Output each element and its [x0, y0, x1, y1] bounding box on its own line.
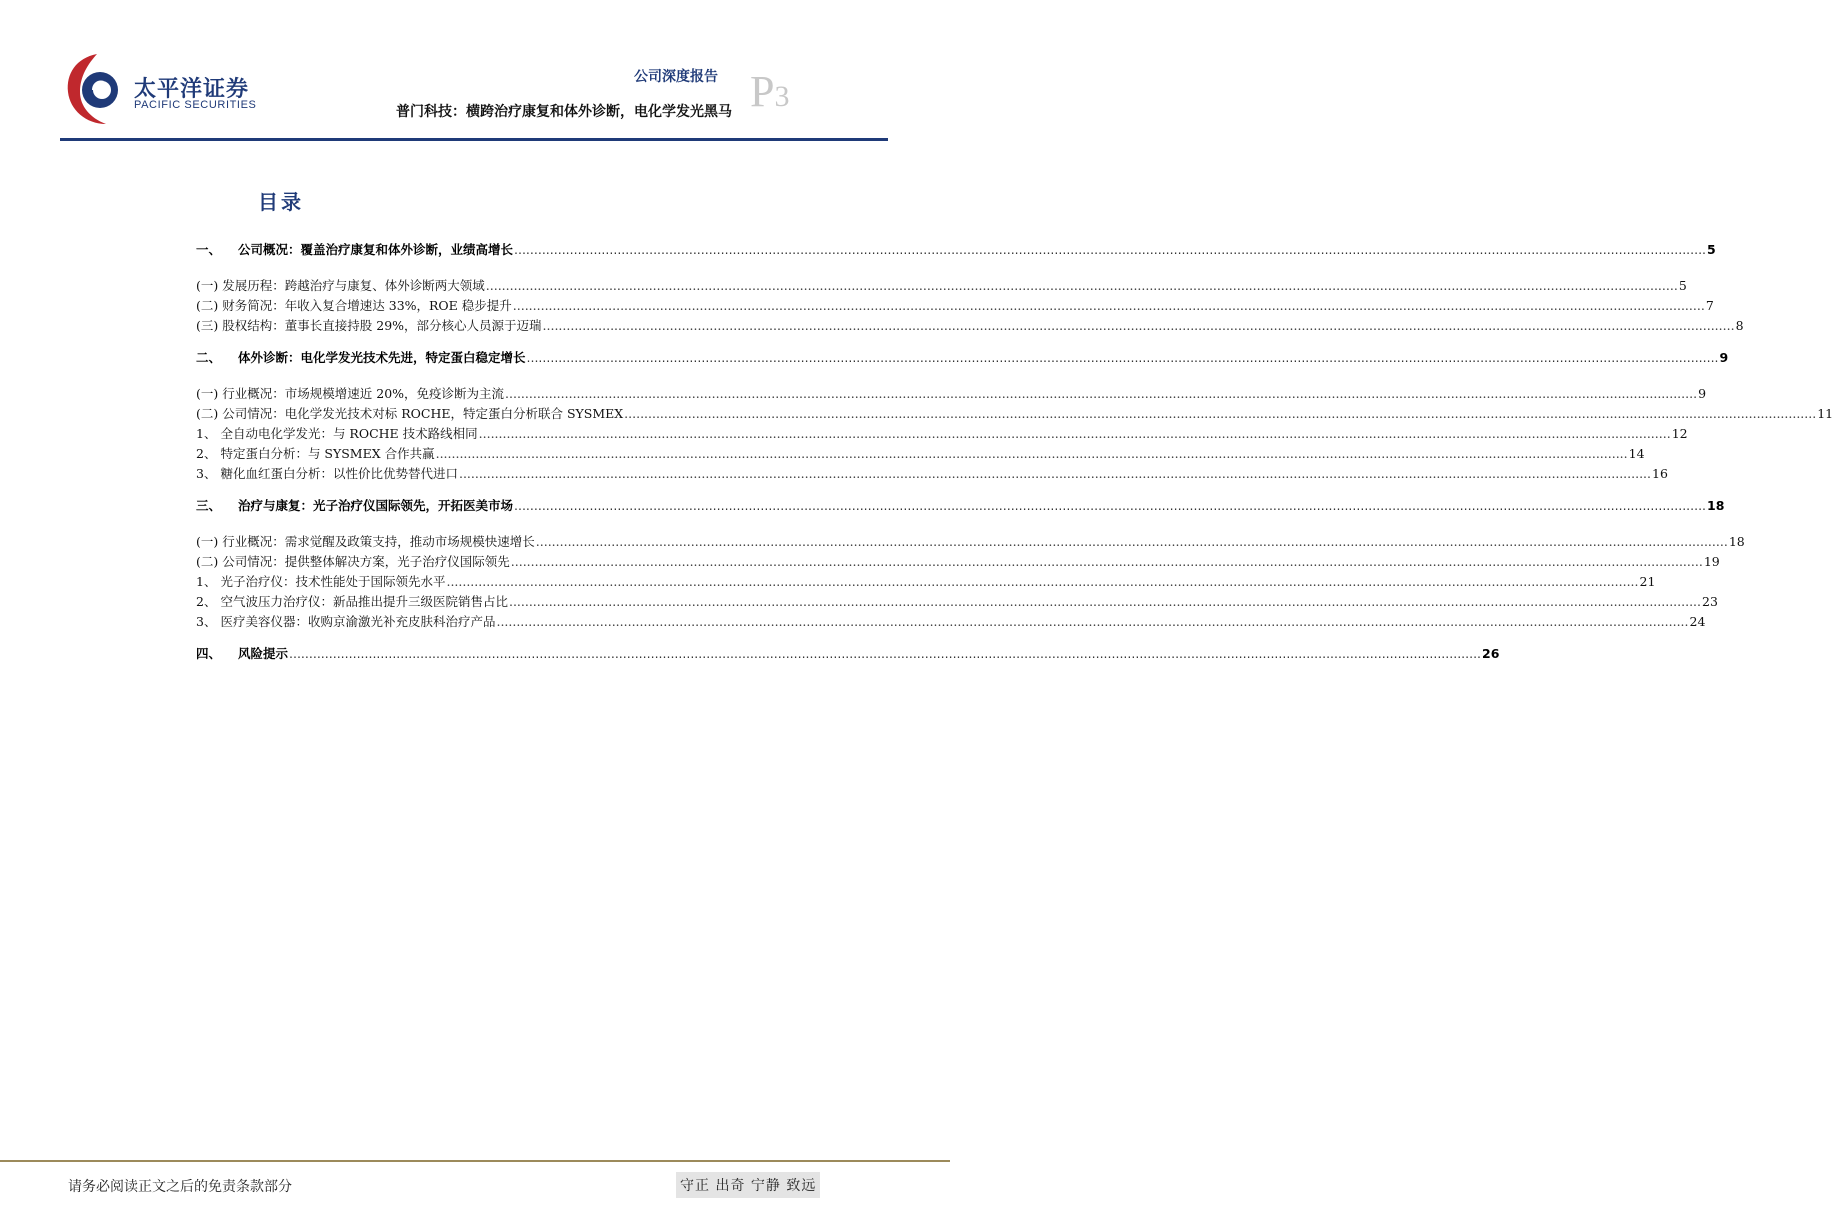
toc-entry-title: 体外诊断：电化学发光技术先进，特定蛋白稳定增长 [238, 350, 526, 365]
toc-entry-title: 公司情况：电化学发光技术对标 ROCHE，特定蛋白分析联合 SYSMEX [222, 406, 624, 421]
toc-section-entry[interactable] [196, 644, 1500, 664]
brand-name-en: PACIFIC SECURITIES [134, 99, 257, 111]
toc-entry-title: 全自动电化学发光：与 ROCHE 技术路线相同 [220, 426, 478, 441]
toc-entry-title: 风险提示 [238, 646, 289, 661]
toc-leader-dots: ............................................................................................................................................................................................................................................................................................................ [542, 318, 1735, 333]
toc-entry-page: 7 [1705, 298, 1714, 313]
toc-entry-number: 三、 [196, 498, 222, 513]
toc-subsection-entry[interactable] [196, 276, 1687, 296]
toc-entry-title: 行业概况：需求觉醒及政策支持，推动市场规模快速增长 [222, 534, 535, 549]
toc-entry-page: 19 [1703, 554, 1720, 569]
toc-heading: 目录 [258, 190, 304, 214]
toc-leader-dots: ............................................................................................................................................................................................................................................................................................................ [508, 594, 1701, 609]
toc-section-entry[interactable] [196, 240, 1716, 260]
toc-leader-dots: ............................................................................................................................................................................................................................................................................................................ [458, 466, 1651, 481]
toc-entry-number: 1、 [196, 574, 217, 589]
toc-leader-dots: ............................................................................................................................................................................................................................................................................................................ [485, 278, 1678, 293]
toc-leader-dots: ............................................................................................................................................................................................................................................................................................................ [512, 298, 1705, 313]
toc-entry-number: 二、 [196, 350, 222, 365]
toc-entry-number: 2、 [196, 446, 217, 461]
toc-entry-title: 特定蛋白分析：与 SYSMEX 合作共赢 [220, 446, 435, 461]
toc-entry-page: 14 [1628, 446, 1645, 461]
toc-leader-dots: ............................................................................................................................................................................................................................................................................................................ [514, 242, 1707, 257]
toc-entry-number: (二) [196, 554, 219, 569]
toc-entry-page: 18 [1728, 534, 1745, 549]
toc-entry-number: (二) [196, 406, 219, 421]
company-logo [62, 50, 257, 130]
toc-leader-dots: ............................................................................................................................................................................................................................................................................................................ [526, 350, 1719, 365]
toc-entry-title: 光子治疗仪：技术性能处于国际领先水平 [220, 574, 446, 589]
toc-entry-number: 一、 [196, 242, 222, 257]
report-type-label: 公司深度报告 [634, 69, 718, 85]
toc-subsection-entry[interactable] [196, 424, 1688, 444]
toc-subsection-entry[interactable] [196, 464, 1668, 484]
toc-subsection-entry[interactable] [196, 404, 1833, 424]
toc-entry-number: (一) [196, 386, 219, 401]
toc-leader-dots: ............................................................................................................................................................................................................................................................................................................ [435, 446, 1628, 461]
toc-entry-number: 3、 [196, 466, 217, 481]
toc-subsection-entry[interactable] [196, 444, 1645, 464]
toc-entry-title: 糖化血红蛋白分析：以性价比优势替代进口 [220, 466, 458, 481]
page-number-digit: 3 [774, 80, 790, 113]
toc-entry-page: 23 [1702, 594, 1718, 609]
toc-entry-title: 公司概况：覆盖治疗康复和体外诊断，业绩高增长 [238, 242, 514, 257]
page-number [750, 67, 790, 116]
toc-subsection-entry[interactable] [196, 572, 1656, 592]
toc-entry-title: 空气波压力治疗仪：新品推出提升三级医院销售占比 [220, 594, 508, 609]
toc-entry-number: (一) [196, 534, 219, 549]
toc-entry-page: 11 [1817, 406, 1833, 421]
toc-entry-page: 5 [1707, 242, 1716, 257]
toc-leader-dots: ............................................................................................................................................................................................................................................................................................................ [505, 386, 1698, 401]
toc-leader-dots: ............................................................................................................................................................................................................................................................................................................ [624, 406, 1817, 421]
toc-entry-title: 财务简况：年收入复合增速达 33%，ROE 稳步提升 [222, 298, 512, 313]
disclaimer-text: 请务必阅读正文之后的免责条款部分 [68, 1179, 292, 1195]
toc-entry-title: 行业概况：市场规模增速近 20%，免疫诊断为主流 [222, 386, 505, 401]
company-motto: 守正 出奇 宁静 致远 [676, 1172, 820, 1198]
toc-entry-page: 12 [1671, 426, 1688, 441]
report-title: 普门科技：横跨治疗康复和体外诊断，电化学发光黑马 [396, 104, 732, 120]
toc-entry-number: 四、 [196, 646, 222, 661]
toc-subsection-entry[interactable] [196, 296, 1714, 316]
brand-name-cn: 太平洋证券 [134, 77, 250, 102]
toc-subsection-entry[interactable] [196, 532, 1745, 552]
toc-entry-page: 5 [1678, 278, 1687, 293]
toc-section-entry[interactable] [196, 496, 1725, 516]
toc-entry-number: (三) [196, 318, 219, 333]
footer-divider [0, 1160, 950, 1162]
pacific-securities-logo-icon [62, 50, 132, 130]
toc-subsection-entry[interactable] [196, 316, 1744, 336]
toc-entry-number: 1、 [196, 426, 217, 441]
toc-entry-number: (二) [196, 298, 219, 313]
toc-section-entry[interactable] [196, 348, 1729, 368]
toc-entry-title: 治疗与康复：光子治疗仪国际领先，开拓医美市场 [238, 498, 514, 513]
toc-subsection-entry[interactable] [196, 552, 1720, 572]
toc-subsection-entry[interactable] [196, 592, 1718, 612]
toc-subsection-entry[interactable] [196, 384, 1707, 404]
toc-entry-title: 发展历程：跨越治疗与康复、体外诊断两大领域 [222, 278, 485, 293]
toc-entry-number: 3、 [196, 614, 217, 629]
toc-subsection-entry[interactable] [196, 612, 1706, 632]
toc-leader-dots: ............................................................................................................................................................................................................................................................................................................ [289, 646, 1482, 661]
toc-entry-title: 公司情况：提供整体解决方案，光子治疗仪国际领先 [222, 554, 510, 569]
toc-leader-dots: ............................................................................................................................................................................................................................................................................................................ [514, 498, 1707, 513]
toc-entry-page: 26 [1482, 646, 1500, 661]
toc-leader-dots: ............................................................................................................................................................................................................................................................................................................ [510, 554, 1703, 569]
toc-entry-title: 股权结构：董事长直接持股 29%，部分核心人员源于迈瑞 [222, 318, 542, 333]
toc-entry-page: 16 [1652, 466, 1668, 481]
toc-entry-page: 24 [1689, 614, 1706, 629]
toc-entry-page: 9 [1698, 386, 1707, 401]
header-divider [60, 138, 888, 141]
toc-entry-page: 18 [1707, 498, 1725, 513]
toc-leader-dots: ............................................................................................................................................................................................................................................................................................................ [496, 614, 1689, 629]
toc-entry-title: 医疗美容仪器：收购京渝激光补充皮肤科治疗产品 [220, 614, 496, 629]
toc-entry-page: 8 [1735, 318, 1744, 333]
toc-entry-page: 9 [1719, 350, 1729, 365]
toc-entry-number: 2、 [196, 594, 217, 609]
page-number-letter: P [750, 67, 775, 116]
toc-leader-dots: ............................................................................................................................................................................................................................................................................................................ [535, 534, 1728, 549]
toc-leader-dots: ............................................................................................................................................................................................................................................................................................................ [446, 574, 1639, 589]
table-of-contents [196, 240, 1833, 680]
toc-leader-dots: ............................................................................................................................................................................................................................................................................................................ [478, 426, 1671, 441]
toc-entry-number: (一) [196, 278, 219, 293]
toc-entry-page: 21 [1639, 574, 1656, 589]
